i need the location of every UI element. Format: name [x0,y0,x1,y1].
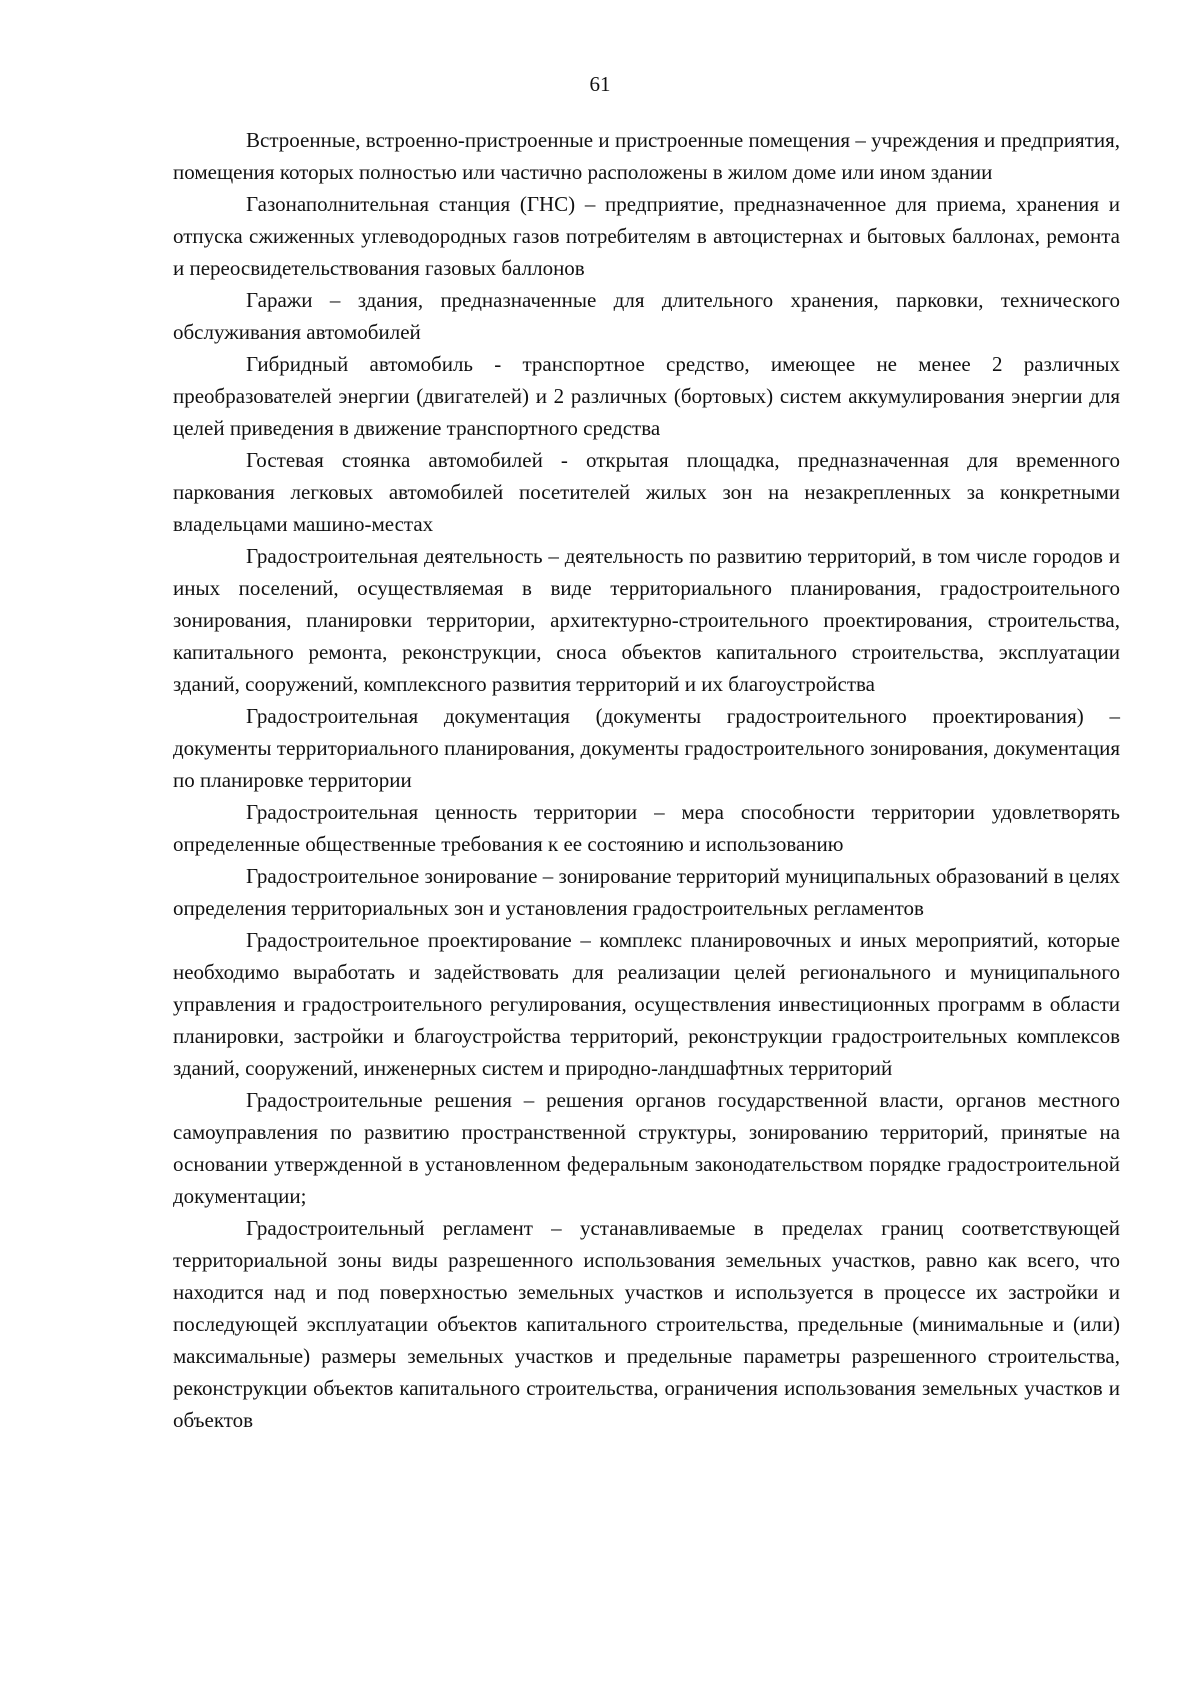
paragraph-gas-filling-station: Газонаполнительная станция (ГНС) – предприятие, предназначенное для приема, хранения и отпуска сжиженных углеводородных газов потребителям в автоцистернах и бытовых баллонах, ремонта и переосвидетельствования газовых баллонов [173,192,1120,280]
document-body [173,124,1120,1436]
paragraph-hybrid-vehicle: Гибридный автомобиль - транспортное средство, имеющее не менее 2 различных преобразователей энергии (двигателей) и 2 различных (бортовых) систем аккумулирования энергии для целей приведения в движение транспортного средства [173,352,1120,440]
paragraph-guest-parking: Гостевая стоянка автомобилей - открытая площадка, предназначенная для временного паркования легковых автомобилей посетителей жилых зон на незакрепленных за конкретными владельцами машино-местах [173,448,1120,536]
paragraph-territory-value: Градостроительная ценность территории – мера способности территории удовлетворять определенные общественные требования к ее состоянию и использованию [173,800,1120,856]
paragraph-urban-zoning: Градостроительное зонирование – зонирование территорий муниципальных образований в целях определения территориальных зон и установления градостроительных регламентов [173,864,1120,920]
paragraph-urban-regulation: Градостроительный регламент – устанавливаемые в пределах границ соответствующей территориальной зоны виды разрешенного использования земельных участков, равно как всего, что находится над и под поверхностью земельных участков и используется в процессе их застройки и последующей эксплуатации объектов капитального строительства, предельные (минимальные и (или) максимальные) размеры земельных участков и предельные параметры разрешенного строительства, реконструкции объектов капитального строительства, ограничения использования земельных участков и объектов [173,1216,1120,1432]
paragraph-urban-decisions: Градостроительные решения – решения органов государственной власти, органов местного самоуправления по развитию пространственной структуры, зонированию территорий, принятые на основании утвержденной в установленном федеральным законодательством порядке градостроительной документации; [173,1088,1120,1208]
paragraph-urban-design: Градостроительное проектирование – комплекс планировочных и иных мероприятий, которые необходимо выработать и задействовать для реализации целей регионального и муниципального управления и градостроительного регулирования, осуществления инвестиционных программ в области планировки, застройки и благоустройства территорий, реконструкции градостроительных комплексов зданий, сооружений, инженерных систем и природно-ландшафтных территорий [173,928,1120,1080]
paragraph-built-in-premises: Встроенные, встроенно-пристроенные и пристроенные помещения – учреждения и предприятия, помещения которых полностью или частично расположены в жилом доме или ином здании [173,128,1120,184]
paragraph-garages: Гаражи – здания, предназначенные для длительного хранения, парковки, технического обслуживания автомобилей [173,288,1120,344]
paragraph-urban-planning-activity: Градостроительная деятельность – деятельность по развитию территорий, в том числе городов и иных поселений, осуществляемая в виде территориального планирования, градостроительного зонирования, планировки территории, архитектурно-строительного проектирования, строительства, капитального ремонта, реконструкции, сноса объектов капитального строительства, эксплуатации зданий, сооружений, комплексного развития территорий и их благоустройства [173,544,1120,696]
page-number: 61 [589,72,611,96]
paragraph-urban-planning-documentation: Градостроительная документация (документы градостроительного проектирования) – документы территориального планирования, документы градостроительного зонирования, документация по планировке территории [173,704,1120,792]
